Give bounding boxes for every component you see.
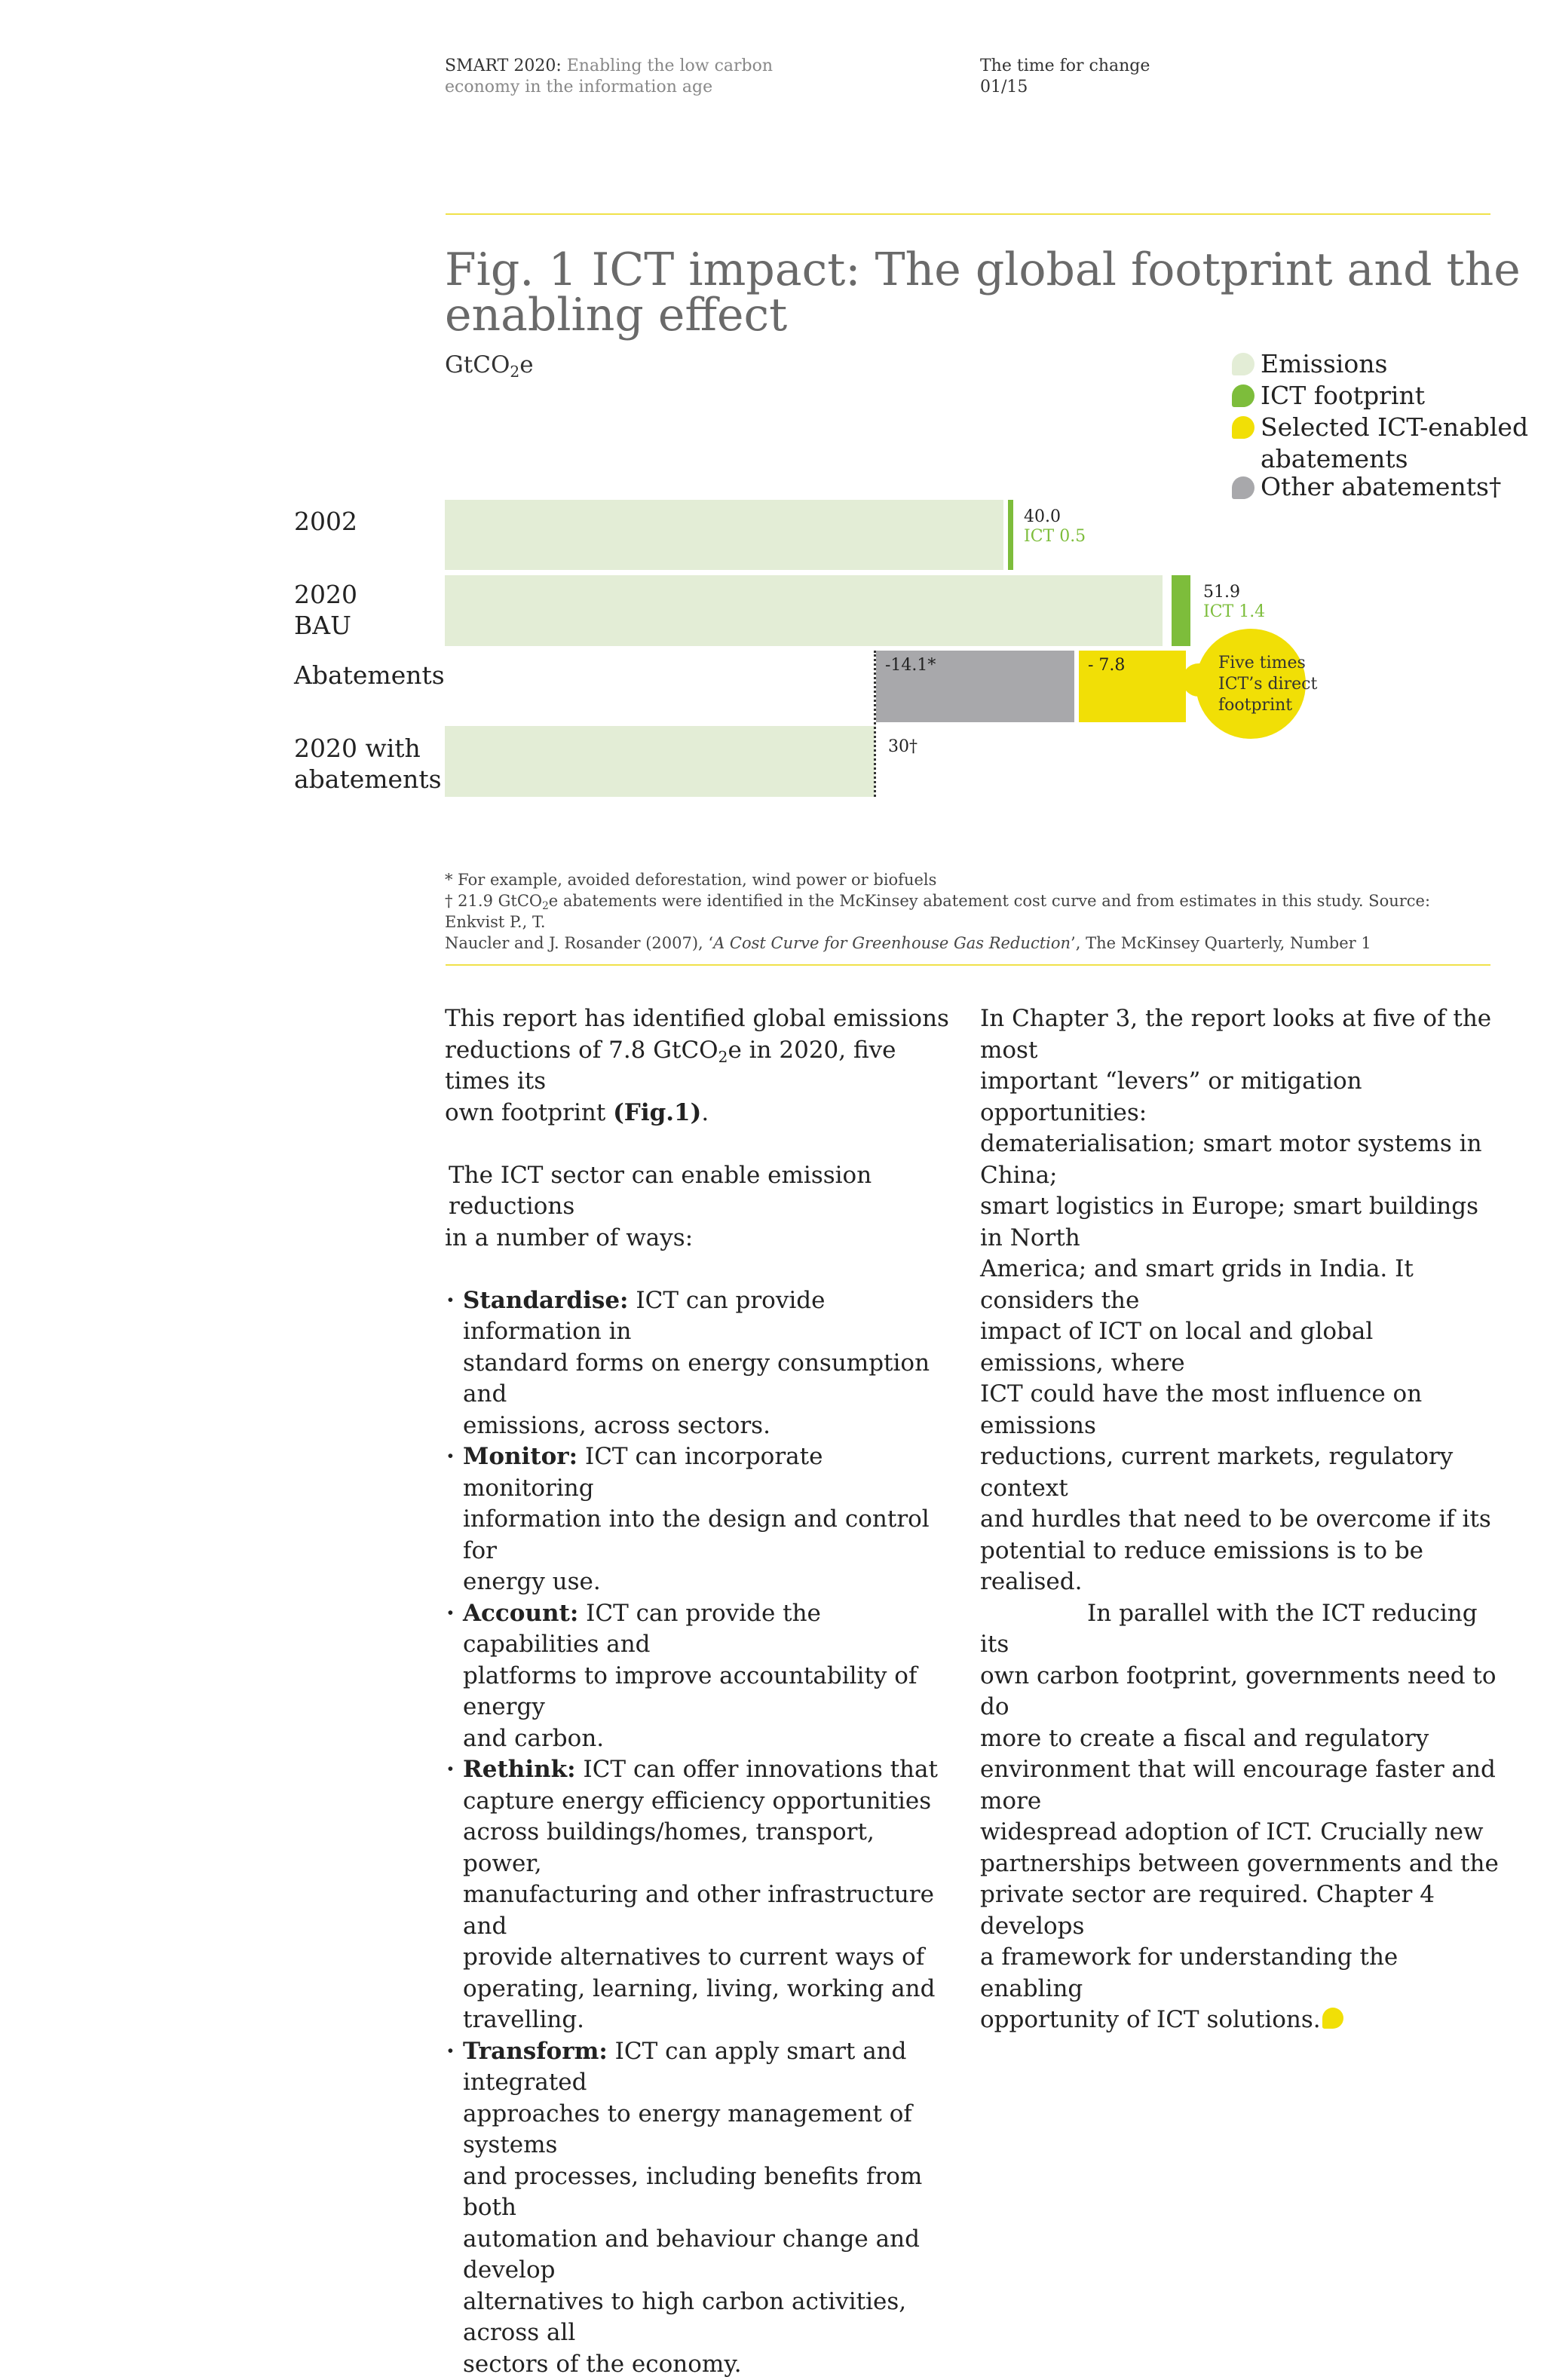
bullet-monitor: · Monitor: ICT can incorporate monitoring information into the design and control for energy use. [445,1441,957,1598]
right-body-column [980,1003,1500,2036]
ict-footprint-bubble-icon [1232,384,1254,407]
ways-paragraph: The ICT sector can enable emission reductions in a number of ways: [445,1160,957,1254]
abatement-dotted-line [874,651,876,797]
bullet-standardise: · Standardise: ICT can provide information in standard forms on energy consumption and emissions, across sectors. [445,1285,957,1442]
footnote-dagger-line-1: † 21.9 GtCO$_2$e abatements were identified in the McKinsey abatement cost curve and from estimates in this study. Source: Enkvist P., T. [445,890,1493,933]
running-header-right [980,56,1150,98]
row-label-2002: 2002 [294,506,357,537]
legend-selected-abatements-line-2: abatements [1261,444,1408,474]
series-name: SMART 2020: [445,57,562,75]
chapter-3-paragraph: In Chapter 3, the report looks at five of the most important “levers” or mitigation opportunities: dematerialisation; smart motor systems in China; smart logistics in Europe; smart buildings in North America; and smart grids in India. It considers the impact of ICT on local and global emissions, where ICT could have the most influence on emissions reductions, current markets, regulatory context and hurdles that need to be overcome if its potential to reduce emissions is to be realised. [980,1003,1500,1598]
footnote-dagger-line-2: Naucler and J. Rosander (2007), ‘A Cost Curve for Greenhouse Gas Reduction’, The McKinsey Quarterly, Number 1 [445,933,1493,954]
bottom-divider [446,964,1490,966]
bullet-transform: · Transform: ICT can apply smart and integrated approaches to energy management of systems and processes, including benefits from both automation and behaviour change and develop alternatives to high carbon activities, across all sectors of the economy. [445,2036,957,2380]
top-divider [446,213,1490,215]
row-label-2020-with-abatements: 2020 with abatements [294,733,442,795]
report-title-line-2: economy in the information age [445,77,773,98]
selected-abatements-bubble-icon [1232,416,1254,439]
value-label-2002-ict: ICT 0.5 [1024,527,1086,547]
intro-paragraph: This report has identified global emissions reductions of 7.8 GtCO$_2$e in 2020, five times its own footprint (Fig.1). [445,1003,957,1129]
value-label-other-abatements: -14.1* [885,656,936,675]
value-label-2020-with-abatements: 30† [888,737,918,757]
bar-2020-with-abatements [445,726,875,797]
footnote-star: * For example, avoided deforestation, wind power or biofuels [445,869,1493,890]
figure-title-line-1: Fig. 1 ICT impact: The global footprint and the [445,247,1521,293]
chart-unit-label: GtCO$_2$e [445,351,534,378]
legend-emissions: Emissions [1261,349,1387,379]
callout-text: Five times ICT’s direct footprint [1218,653,1317,716]
bar-2002-emissions [445,500,1003,570]
left-body-column [445,1003,957,2380]
bar-2020-bau-emissions [445,575,1163,646]
emissions-bubble-icon [1232,353,1254,375]
running-header-left [445,56,773,98]
row-label-2020-bau: 2020 BAU [294,579,357,641]
value-label-2020-total: 51.9 [1203,583,1240,602]
report-title-line-1: Enabling the low carbon [567,57,773,75]
bar-2002-ict [1008,500,1013,570]
legend-selected-abatements: Selected ICT-enabled [1261,412,1528,443]
figure-title-line-2: enabling effect [445,293,1521,338]
bar-2020-bau-ict [1172,575,1190,646]
end-mark-bubble-icon [1322,2008,1343,2029]
value-label-selected-abatements: - 7.8 [1088,656,1125,675]
value-label-2002-total: 40.0 [1024,507,1061,527]
legend-other-abatements: Other abatements† [1261,472,1501,502]
figure-title [445,247,1521,338]
callout-pointer [1182,663,1215,697]
ways-bullet-list [445,1285,957,2380]
bullet-account: · Account: ICT can provide the capabilities and platforms to improve accountability of energy and carbon. [445,1598,957,1755]
row-label-abatements: Abatements [294,660,445,691]
section-title: The time for change [980,56,1150,77]
parallel-paragraph: In parallel with the ICT reducing its own carbon footprint, governments need to do more to create a fiscal and regulatory environment that will encourage faster and more widespread adoption of ICT. Crucially new partnerships between governments and the private sector are required. Chapter 4 develops a framework for understanding the enabling opportunity of ICT solutions. [980,1598,1500,2036]
bullet-rethink: · Rethink: ICT can offer innovations that capture energy efficiency opportunities across buildings/homes, transport, power, manufacturing and other infrastructure and provide alternatives to current ways of operating, learning, living, working and travelling. [445,1754,957,2036]
figure-footnotes [445,869,1493,954]
legend-ict-footprint: ICT footprint [1261,381,1425,411]
page-number: 01/15 [980,77,1150,98]
other-abatements-bubble-icon [1232,476,1254,499]
value-label-2020-ict: ICT 1.4 [1203,602,1265,622]
